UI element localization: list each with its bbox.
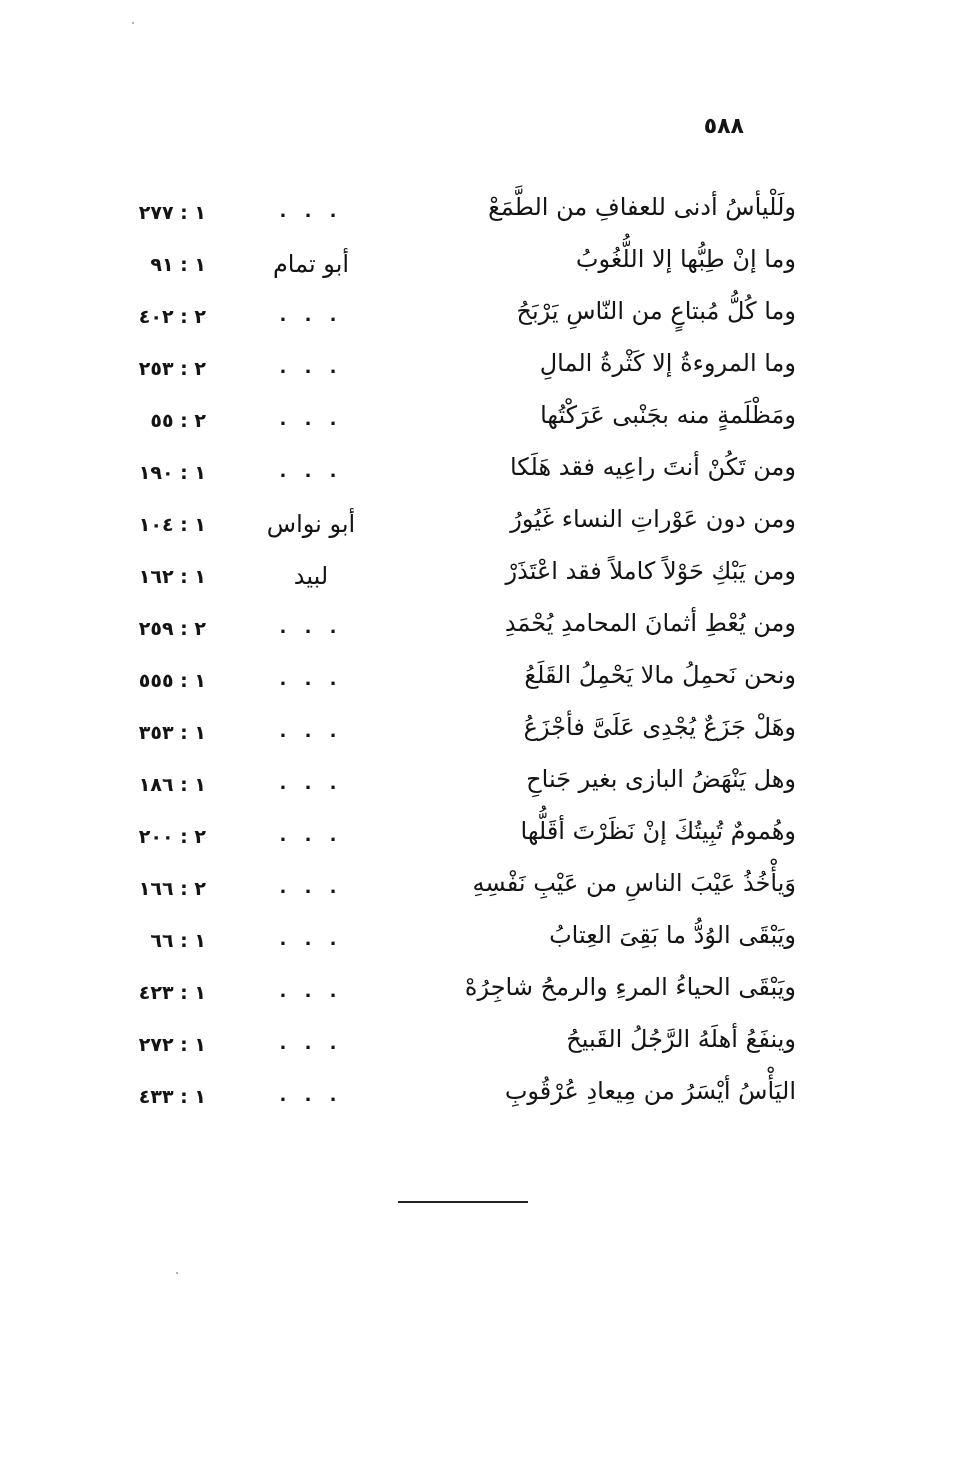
verse-text: وهل يَنْهَضُ البازى بغير جَناحِ [526, 765, 796, 793]
index-row [96, 339, 796, 391]
page-reference: ١ : ٥٥٥ [138, 670, 206, 692]
poet-name: أبو نواس [266, 510, 356, 538]
index-row [96, 963, 796, 1015]
index-row [96, 1067, 796, 1119]
page-reference: ١ : ١٨٦ [138, 774, 206, 796]
scan-speck [176, 1272, 178, 1274]
index-row [96, 547, 796, 599]
verse-text: ومن دون عَوْراتِ النساء غَيُورُ [510, 505, 796, 533]
poet-name: . . . [279, 617, 343, 638]
index-row [96, 495, 796, 547]
poet-name: . . . [279, 877, 343, 898]
poet-name: . . . [279, 1033, 343, 1054]
verse-text: ومن تَكُنْ أنتَ راعِيه فقد هَلَكا [509, 453, 796, 481]
verse-text: وما المروءةُ إلا كَثْرةُ المالِ [539, 349, 796, 377]
verse-text: وَيأْخُذُ عَيْبَ الناسِ من عَيْبِ نَفْسِهِ [472, 869, 796, 897]
poet-name: . . . [279, 357, 343, 378]
index-row [96, 703, 796, 755]
verse-text: ولَلْيأسُ أدنى للعفافِ من الطَّمَعْ [488, 193, 796, 221]
page-number: ٥٨٨ [703, 114, 744, 139]
index-row [96, 1015, 796, 1067]
verse-text: ونحن نَحمِلُ مالا يَحْمِلُ القَلَعُ [524, 661, 796, 689]
index-row [96, 287, 796, 339]
page-reference: ١ : ٤٢٣ [138, 982, 206, 1004]
verse-text: ويَبْقَى الوُدُّ ما بَقِىَ العِتابُ [549, 921, 796, 949]
poet-name: . . . [279, 773, 343, 794]
poet-name: . . . [279, 929, 343, 950]
page-reference: ٢ : ٢٥٣ [138, 358, 206, 380]
page-reference: ١ : ١٠٤ [138, 514, 206, 536]
poet-name: . . . [279, 721, 343, 742]
index-row [96, 911, 796, 963]
verse-text: وما إنْ طِبُّها إلا اللُّغُوبُ [575, 245, 796, 273]
poet-name: . . . [279, 461, 343, 482]
index-row [96, 651, 796, 703]
verse-text: وهُمومٌ تُبِيتُكَ إنْ نَظَرْتَ أقَلُّها [520, 817, 796, 845]
page-reference: ١ : ٩١ [150, 254, 206, 276]
verse-text: اليَأْسُ أيْسَرُ من مِيعادِ عُرْقُوبِ [504, 1077, 796, 1105]
page-reference: ١ : ٤٣٣ [138, 1086, 206, 1108]
end-rule [398, 1201, 528, 1203]
poet-name: لبيد [293, 562, 329, 590]
poet-name: أبو تمام [272, 250, 350, 278]
page-reference: ١ : ١٩٠ [138, 462, 206, 484]
poet-name: . . . [279, 669, 343, 690]
page-reference: ٢ : ١٦٦ [138, 878, 206, 900]
verse-text: وينفَعُ أهلَهُ الرَّجُلُ القَبيحُ [566, 1025, 796, 1053]
page-reference: ١ : ٢٧٢ [138, 1034, 206, 1056]
index-row [96, 443, 796, 495]
page-reference: ١ : ٢٧٧ [138, 202, 206, 224]
index-row [96, 807, 796, 859]
page-reference: ١ : ٦٦ [150, 930, 206, 952]
poet-name: . . . [279, 201, 343, 222]
scan-speck [132, 22, 134, 24]
index-row [96, 235, 796, 287]
page-reference: ٢ : ٤٠٢ [138, 306, 206, 328]
page-reference: ١ : ١٦٢ [138, 566, 206, 588]
verse-text: وما كُلُّ مُبتاعٍ من النّاسِ يَرْبَحُ [516, 297, 796, 325]
index-row [96, 599, 796, 651]
verse-text: ومن يُعْطِ أثمانَ المحامدِ يُحْمَدِ [504, 609, 796, 637]
verse-text: ويَبْقَى الحياءُ المرءِ والرمحُ شاجِرُهْ [464, 973, 796, 1001]
poet-name: . . . [279, 981, 343, 1002]
page-reference: ١ : ٣٥٣ [138, 722, 206, 744]
poet-name: . . . [279, 1085, 343, 1106]
poet-name: . . . [279, 409, 343, 430]
page-reference: ٢ : ٢٠٠ [138, 826, 206, 848]
index-row [96, 859, 796, 911]
poet-name: . . . [279, 305, 343, 326]
page-reference: ٢ : ٥٥ [150, 410, 206, 432]
poet-name: . . . [279, 825, 343, 846]
page-reference: ٢ : ٢٥٩ [138, 618, 206, 640]
verse-index [96, 183, 796, 1108]
verse-text: وهَلْ جَزَعٌ يُجْدِى عَلَىَّ فأجْزَعُ [523, 713, 796, 741]
index-row [96, 183, 796, 235]
index-row [96, 391, 796, 443]
index-row [96, 755, 796, 807]
verse-text: ومن يَبْكِ حَوْلاً كاملاً فقد اعْتَذَرْ [505, 557, 796, 585]
verse-text: ومَظْلَمةٍ منه بجَنْبى عَرَكْتُها [540, 401, 796, 429]
